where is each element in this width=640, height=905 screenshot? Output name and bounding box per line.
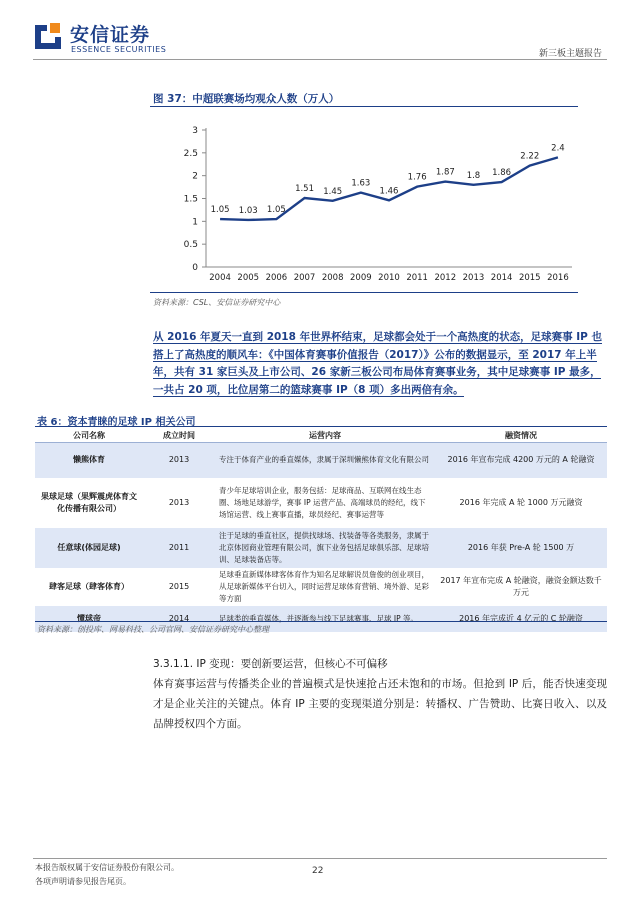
x-tick-label: 2010 [378,273,400,283]
x-tick-label: 2013 [462,273,485,283]
footer-divider [33,858,607,859]
founded-year: 2013 [168,497,190,507]
x-tick-label: 2006 [265,273,288,283]
founded-year: 2013 [143,443,215,478]
table-row [35,528,607,568]
data-label: 1.45 [323,186,343,197]
col-header-ops: 运营内容 [215,428,435,443]
brand-name-en: ESSENCE SECURITIES [71,45,167,54]
company-name: 果球足球（果辉震虎体育文化传播有限公司） [41,491,137,513]
page-number: 22 [312,866,324,876]
funding: 2016 年宣布完成 4200 万元的 A 轮融资 [435,443,607,478]
data-label: 1.03 [238,205,258,216]
data-label: 1.05 [210,205,230,216]
founded-year: 2014 [143,606,215,632]
data-label: 1.63 [351,178,371,189]
footer-copyright: 本报告版权属于安信证券股份有限公司。 [35,863,179,872]
x-tick-label: 2016 [547,273,569,283]
funding: 2016 年完成 A 轮 1000 万元融资 [459,497,583,507]
figure-title: 图 37：中超联赛场均观众人数（万人） [153,93,340,105]
figure-top-rule [150,106,578,107]
data-label: 1.8 [466,170,481,181]
y-tick-label: 3 [192,126,198,136]
funding: 2016 年完成近 4 亿元的 C 轮融资 [435,606,607,632]
company-name: 懒熊体育 [35,443,143,478]
funding: 2017 年宣布完成 A 轮融资，融资金额达数千万元 [440,575,602,597]
founded-year: 2011 [143,528,215,568]
x-tick-label: 2012 [434,273,457,283]
company-name: 懂球帝 [35,606,143,632]
x-tick-label: 2007 [293,273,316,283]
attendance-line-chart [150,110,578,290]
founded-year: 2015 [168,581,190,591]
x-tick-label: 2009 [350,273,372,283]
y-axis [184,126,206,273]
page-header [0,0,640,62]
col-header-year: 成立时间 [143,428,215,443]
data-label: 1.05 [266,205,286,216]
operations: 专注于体育产业的垂直媒体，隶属于深圳懒熊体育文化有限公司 [215,443,435,478]
report-type: 新三板主题报告 [538,49,602,59]
figure-bottom-rule [150,292,578,293]
x-tick-label: 2005 [237,273,260,283]
y-tick-label: 1 [192,217,198,228]
company-name: 肆客足球（肆客体育） [49,581,129,591]
y-tick-label: 2.5 [183,148,198,159]
table-header-row [35,428,607,443]
header-divider [33,59,607,60]
data-label: 2.4 [551,143,565,154]
table-row [35,443,607,478]
data-label: 1.87 [435,167,455,178]
col-header-funding: 融资情况 [435,428,607,443]
operations: 青少年足球培训企业，服务包括：足球商品、互联网在线生态圈、场地足球游学，赛事 IP 运营产品、高端球员的经纪，线下场馆运营、线上赛事直播，球员经纪、赛事运营等 [219,485,426,519]
data-label: 1.46 [379,186,399,197]
data-label: 2.22 [520,151,540,162]
company-name: 任意球(体园足球) [35,528,143,568]
operations: 足球垂直新媒体肆客体育作为知名足球解说员詹俊的创业项目，从足球新媒体平台切入，同时运营足球体育营销、境外游、足彩等方面 [219,569,429,603]
data-label: 1.76 [407,172,427,183]
essence-logo-icon [33,21,61,51]
y-tick-label: 2 [192,171,198,182]
highlight-paragraph-text: 从 2016 年夏天一直到 2018 年世界杯结束，足球都会处于一个高热度的状态，足球赛事 IP 也搭上了高热度的顺风车：《中国体育赛事价值报告（2017）》公布的数据显示，至 2017 年上半年，共有 31 家巨头及上市公司、26 家新三板公司布局体育赛事业务，其中足球赛事 IP 最多，一共占 20 项，比位居第二的篮球赛事 IP（8 项）多出两倍有余。 [153,331,602,396]
table-source: 资料来源：创投库、网易科技、公司官网、安信证券研究中心整理 [37,625,269,634]
footer-disclaimer: 各项声明请参见报告尾页。 [35,877,131,886]
highlight-paragraph [153,329,605,399]
operations: 足球类的垂直媒体，并逐渐参与线下足球赛事、足球 IP 等。 [215,606,435,632]
ip-companies-table [35,428,607,632]
funding: 2016 年获 Pre-A 轮 1500 万 [435,528,607,568]
y-tick-label: 0 [192,263,198,273]
y-tick-label: 0.5 [183,240,198,251]
col-header-company: 公司名称 [35,428,143,443]
x-tick-label: 2015 [518,273,541,283]
x-tick-label: 2004 [209,273,231,283]
x-axis [206,267,572,283]
data-label: 1.51 [295,184,315,195]
operations: 注于足球的垂直社区，提供找球场、找装备等各类服务，隶属于北京体园商业管理有限公司，旗下业务包括足球俱乐部、足球培训、足球装备店等。 [215,528,435,568]
table-top-rule [35,426,607,427]
section-body: 体育赛事运营与传播类企业的普遍模式是快速抢占还未饱和的市场。但抢到 IP 后，能否快速变现才是企业关注的关键点。体育 IP 主要的变现渠道分别是：转播权、广告赞助、比赛日收入、以及品牌授权四个方面。 [153,678,607,730]
table-title: 表 6：资本青睐的足球 IP 相关公司 [37,417,196,428]
x-tick-label: 2008 [321,273,344,283]
figure-source: 资料来源：CSL、安信证券研究中心 [153,298,281,307]
brand-name: 安信证券 [70,24,151,46]
x-tick-label: 2014 [490,273,513,283]
table-bottom-rule [35,621,607,622]
data-labels [211,143,565,216]
y-tick-label: 1.5 [183,194,198,205]
table-row [35,478,607,528]
table-row [35,568,607,606]
x-tick-label: 2011 [406,273,428,283]
section-heading: 3.3.1.1. IP 变现：要创新要运营，但核心不可偏移 [153,658,388,670]
data-label: 1.86 [492,168,512,179]
